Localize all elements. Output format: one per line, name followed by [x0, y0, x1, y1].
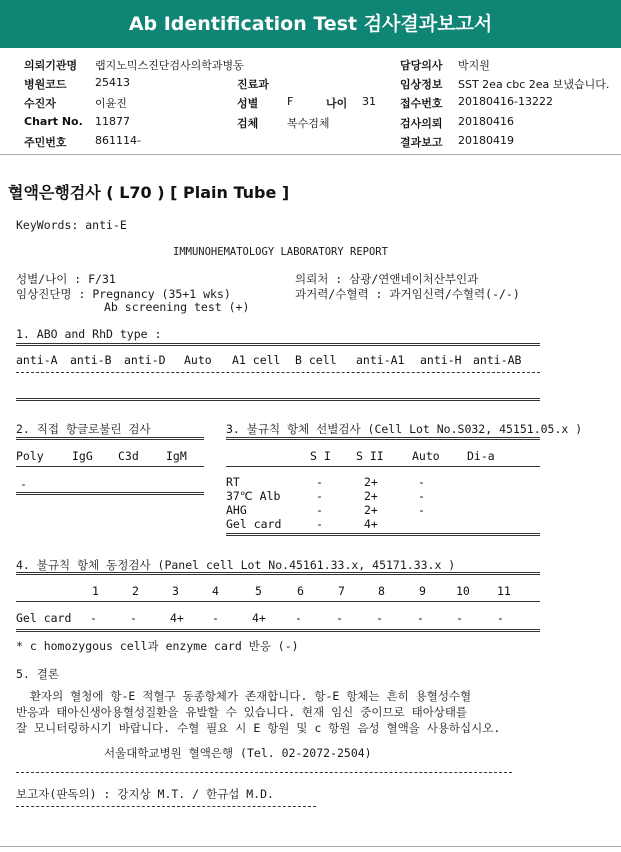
screen-row-value: 2+: [364, 489, 378, 503]
conclusion-line-3: 잘 모니터링하시기 바랍니다. 수혈 필요 시 E 항원 및 c 항원 음성 혈액을 사용하십시오.: [16, 721, 501, 735]
abo-column-header: A1 cell: [232, 353, 281, 367]
panel-cell-value: -: [336, 611, 343, 625]
panel-cell-number: 6: [297, 584, 304, 598]
screen-row-value: -: [418, 503, 425, 517]
panel-cell-value: -: [90, 611, 97, 625]
screen-row-label: AHG: [226, 503, 247, 517]
dat-column-header: IgG: [72, 449, 93, 463]
rule: [16, 466, 204, 467]
institution-label: 의뢰기관명: [24, 59, 78, 72]
screen-row-value: -: [316, 517, 323, 531]
dat-column-header: Poly: [16, 449, 44, 463]
panel-note: * c homozygous cell과 enzyme card 반응 (-): [16, 639, 299, 653]
panel-cell-value: -: [295, 611, 302, 625]
panel-cell-number: 11: [497, 584, 511, 598]
receipt-value: 20180416-13222: [458, 95, 553, 108]
lab-report-title: IMMUNOHEMATOLOGY LABORATORY REPORT: [173, 246, 388, 258]
screen-row-value: -: [316, 475, 323, 489]
panel-cell-number: 7: [338, 584, 345, 598]
panel-cell-number: 1: [92, 584, 99, 598]
diagnosis-line2: Ab screening test (+): [104, 300, 250, 314]
diagnosis: 임상진단명 : Pregnancy (35+1 wks): [16, 287, 231, 301]
clinical-label: 임상정보: [400, 78, 443, 91]
screen-row-value: -: [316, 489, 323, 503]
rrn-label: 주민번호: [24, 136, 67, 149]
panel-cell-number: 10: [456, 584, 470, 598]
panel-title: 4. 불규칙 항체 동정검사 (Panel cell Lot No.45161.33.x, 45171.33.x ): [16, 558, 456, 572]
header-divider: [0, 154, 621, 155]
keywords: KeyWords: anti-E: [16, 218, 127, 232]
rule: [226, 533, 540, 536]
panel-cell-number: 8: [378, 584, 385, 598]
abo-column-header: anti-A: [16, 353, 58, 367]
abo-column-header: anti-A1: [356, 353, 405, 367]
rule: [16, 572, 540, 575]
report-label: 결과보고: [400, 136, 443, 149]
screen-row-value: -: [418, 489, 425, 503]
conclusion-line-2: 반응과 태아신생아용혈성질환을 유발할 수 있습니다. 현재 임신 중이므로 태아상태를: [16, 705, 468, 719]
screen-row-value: -: [316, 503, 323, 517]
rule: [16, 437, 204, 440]
abo-column-header: Auto: [184, 353, 212, 367]
examinee-label: 수진자: [24, 97, 56, 110]
panel-cell-value: 4+: [170, 611, 184, 625]
panel-cell-value: 4+: [252, 611, 266, 625]
doctor-label: 담당의사: [400, 59, 443, 72]
panel-row-label: Gel card: [16, 611, 72, 625]
screen-row-label: 37℃ Alb: [226, 489, 281, 503]
screen-column-header: S I: [310, 449, 331, 463]
rule: [16, 601, 540, 602]
rule: [16, 343, 540, 346]
report-value: 20180419: [458, 134, 514, 147]
institution-value: 랩지노믹스진단검사의학과병동: [95, 59, 244, 72]
panel-cell-value: -: [376, 611, 383, 625]
report-banner: Ab Identification Test 검사결과보고서: [0, 0, 621, 48]
rule: [226, 466, 540, 467]
rule: [16, 372, 540, 373]
sex-age: 성별/나이 : F/31: [16, 272, 116, 286]
hospcode-value: 25413: [95, 76, 130, 89]
specimen-label: 검체: [237, 117, 259, 130]
dat-column-header: IgM: [166, 449, 187, 463]
screen-column-header: S II: [356, 449, 384, 463]
abo-column-header: anti-B: [70, 353, 112, 367]
dat-value: -: [20, 477, 27, 491]
panel-cell-number: 2: [132, 584, 139, 598]
rrn-value: 861114-: [95, 134, 141, 147]
referral: 의뢰처 : 삼광/연앤네이처산부인과: [295, 272, 479, 286]
abo-column-header: anti-D: [124, 353, 166, 367]
panel-cell-value: -: [417, 611, 424, 625]
panel-cell-number: 9: [419, 584, 426, 598]
rule: [16, 806, 316, 807]
screen-row-label: Gel card: [226, 517, 282, 531]
abo-title: 1. ABO and RhD type :: [16, 327, 162, 341]
panel-cell-number: 3: [172, 584, 179, 598]
request-label: 검사의뢰: [400, 117, 443, 130]
panel-cell-value: -: [497, 611, 504, 625]
rule: [16, 492, 204, 495]
abo-column-header: B cell: [295, 353, 337, 367]
chart-label: Chart No.: [24, 115, 83, 128]
panel-cell-value: -: [130, 611, 137, 625]
reporter: 보고자(판독의) : 강지상 M.T. / 한규섭 M.D.: [16, 787, 274, 801]
rule: [226, 437, 540, 440]
screen-column-header: Auto: [412, 449, 440, 463]
conclusion-title: 5. 결론: [16, 667, 59, 681]
abo-column-header: anti-H: [420, 353, 462, 367]
screen-row-value: 2+: [364, 475, 378, 489]
panel-cell-value: -: [456, 611, 463, 625]
abo-column-header: anti-AB: [473, 353, 522, 367]
hospital-contact: 서울대학교병원 혈액은행 (Tel. 02-2072-2504): [104, 746, 372, 760]
panel-cell-value: -: [212, 611, 219, 625]
bottom-divider: [0, 846, 621, 847]
panel-cell-number: 4: [212, 584, 219, 598]
dept-label: 진료과: [237, 78, 269, 91]
sex-label: 성별: [237, 97, 259, 110]
panel-cell-number: 5: [255, 584, 262, 598]
examinee-value: 이윤진: [95, 97, 127, 110]
clinical-value: SST 2ea cbc 2ea 보냈습니다.: [458, 78, 610, 91]
hospcode-label: 병원코드: [24, 78, 67, 91]
conclusion-line-1: 환자의 혈청에 항-E 적혈구 동종항체가 존재합니다. 항-E 항체는 흔히 용혈성수혈: [16, 689, 472, 703]
age-label: 나이: [326, 97, 348, 110]
screen-row-value: 2+: [364, 503, 378, 517]
rule: [16, 398, 540, 401]
screen-row-value: 4+: [364, 517, 378, 531]
doctor-value: 박지원: [458, 59, 490, 72]
screen-title: 3. 불규칙 항체 선별검사 (Cell Lot No.S032, 45151.05.x ): [226, 422, 583, 436]
rule: [16, 629, 540, 632]
rule: [16, 772, 512, 773]
request-value: 20180416: [458, 115, 514, 128]
dat-title: 2. 직접 항글로불린 검사: [16, 422, 151, 436]
sex-value: F: [287, 95, 294, 108]
screen-row-label: RT: [226, 475, 240, 489]
screen-column-header: Di-a: [467, 449, 495, 463]
chart-value: 11877: [95, 115, 130, 128]
dat-column-header: C3d: [118, 449, 139, 463]
specimen-value: 복수검체: [287, 117, 330, 130]
section-title: 혈액은행검사 ( L70 ) [ Plain Tube ]: [8, 183, 290, 202]
screen-row-value: -: [418, 475, 425, 489]
age-value: 31: [362, 95, 376, 108]
receipt-label: 접수번호: [400, 97, 443, 110]
history: 과거력/수혈력 : 과거임신력/수혈력(-/-): [295, 287, 520, 301]
